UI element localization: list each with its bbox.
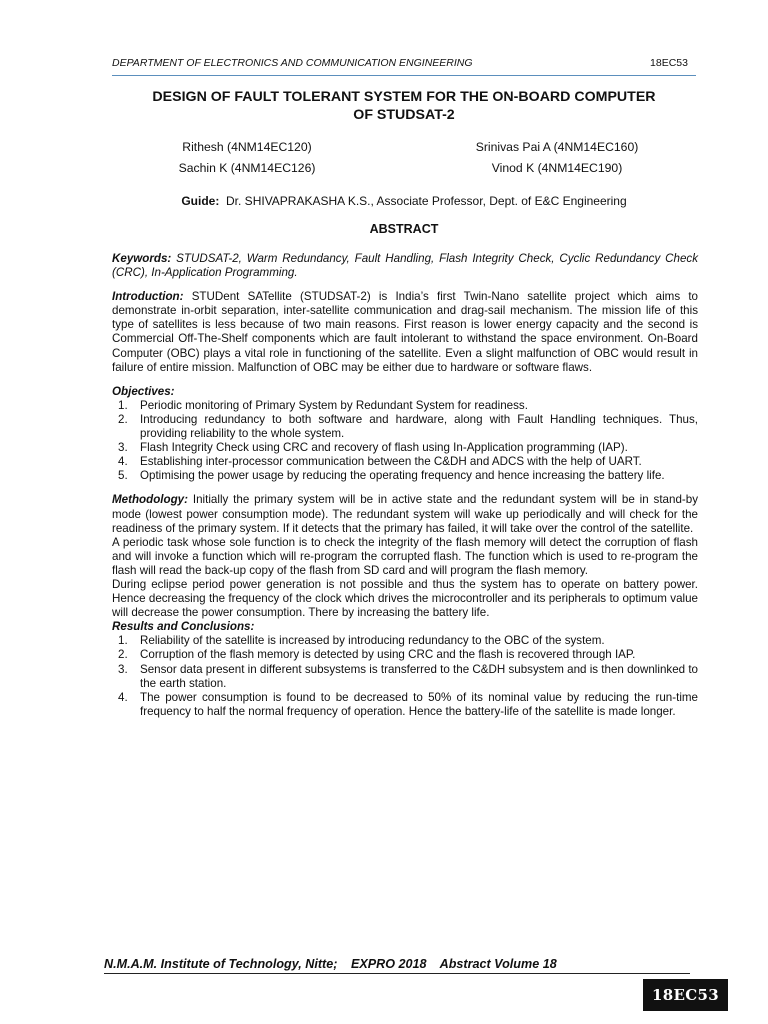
course-code: 18EC53: [650, 57, 688, 69]
item-number: 2.: [118, 412, 128, 426]
introduction-paragraph: [112, 290, 698, 375]
list-item: [112, 413, 698, 441]
item-text: Periodic monitoring of Primary System by Redundant System for readiness.: [140, 398, 528, 412]
paper-title: [112, 88, 696, 124]
list-item: [112, 469, 698, 483]
footer-rule: [104, 973, 690, 974]
introduction-text: STUDent SATellite (STUDSAT-2) is India’s first Twin-Nano satellite project which aims to demonstrate in-orbit separation, inter-satellite communication and drag-sail mechanism. The mission life of this type of satellites is less because of two main reasons. First reason is lower energy capacity and the second is Commercial Off-The-Shelf components which are fault intolerant to withstand the space environment. On-Board Computer (OBC) plays a vital role in functioning of the satellite. Even a slight malfunction of OBC would result in failure of entire mission. Malfunction of OBC may be either due to hardware or software flaws.: [112, 290, 698, 374]
guide-label: Guide:: [181, 194, 220, 208]
item-text: Optimising the power usage by reducing the operating frequency and hence increasing the battery life.: [140, 469, 665, 483]
item-number: 2.: [118, 648, 128, 662]
keywords-paragraph: [112, 252, 698, 280]
item-number: 3.: [118, 662, 128, 676]
methodology-text: Initially the primary system will be in active state and the redundant system will be in stand-by mode (lowest power consumption mode). The redundant system will wake up periodically and will check for the readiness of the primary system. If it detects that the primary has failed, it will take over the control of the satellite.: [112, 493, 698, 535]
page-badge: 18EC53: [643, 979, 728, 1011]
item-text: Introducing redundancy to both software and hardware, along with Fault Handling techniques. Thus, providing reliability to the whole system.: [140, 412, 698, 441]
footer-event: EXPRO 2018: [350, 957, 427, 971]
introduction-label: Introduction:: [112, 290, 184, 304]
objectives-heading: Objectives:: [112, 384, 175, 398]
item-text: Flash Integrity Check using CRC and recovery of flash using In-Application programming (IAP).: [140, 441, 628, 455]
title-line-1: DESIGN OF FAULT TOLERANT SYSTEM FOR THE ON-BOARD COMPUTER: [152, 89, 656, 105]
item-number: 1.: [118, 634, 128, 648]
list-item: [112, 455, 698, 469]
authors-left-column: [157, 137, 337, 179]
guide-text: Dr. SHIVAPRAKASHA K.S., Associate Professor, Dept. of E&C Engineering: [226, 194, 627, 208]
methodology-label: Methodology:: [112, 493, 188, 507]
item-number: 3.: [118, 441, 128, 455]
title-line-2: OF STUDSAT-2: [353, 107, 455, 123]
header-rule: [112, 75, 696, 76]
keywords-label: Keywords:: [112, 252, 172, 265]
results-list: [112, 634, 698, 719]
item-text: Establishing inter-processor communication between the C&DH and ADCS with the help of UART.: [140, 455, 642, 469]
item-text: Reliability of the satellite is increased by introducing redundancy to the OBC of the system.: [140, 634, 605, 648]
objectives-list: [112, 399, 698, 484]
author-name: Sachin K (4NM14EC126): [178, 161, 316, 175]
list-item: [112, 399, 698, 413]
abstract-body: [112, 252, 698, 719]
list-item: [112, 663, 698, 691]
item-number: 5.: [118, 469, 128, 483]
item-number: 4.: [118, 690, 128, 704]
results-heading: Results and Conclusions:: [112, 620, 255, 634]
item-text: Sensor data present in different subsystems is transferred to the C&DH subsystem and is then downlinked to the earth station.: [140, 662, 698, 690]
item-text: Corruption of the flash memory is detected by using CRC and the flash is recovered through IAP.: [140, 648, 636, 662]
authors-right-column: [467, 137, 647, 179]
department-name: DEPARTMENT OF ELECTRONICS AND COMMUNICATION ENGINEERING: [112, 57, 473, 69]
list-item: [112, 691, 698, 719]
list-item: [112, 634, 698, 648]
footer-institute: N.M.A.M. Institute of Technology, Nitte;: [104, 957, 338, 971]
author-name: Vinod K (4NM14EC190): [491, 161, 623, 175]
item-text: The power consumption is found to be decreased to 50% of its nominal value by reducing the run-time frequency to half the normal frequency of operation. Hence the battery-life of the satellite is made longer.: [140, 690, 698, 718]
footer-volume: Abstract Volume 18: [439, 957, 557, 971]
abstract-heading: ABSTRACT: [369, 222, 439, 236]
list-item: [112, 648, 698, 662]
author-name: Srinivas Pai A (4NM14EC160): [475, 140, 639, 154]
item-number: 4.: [118, 455, 128, 469]
methodology-paragraph-2: A periodic task whose sole function is to check the integrity of the flash memory will detect the corruption of flash and will invoke a function which will re-program the corrupted flash. The function which is used to re-program the flash will read the back-up copy of the flash from SD card and will program the flash memory.: [112, 535, 698, 577]
methodology-paragraph-3: During eclipse period power generation is not possible and thus the system has to operate on battery power. Hence decreasing the frequency of the clock which drives the microcontroller and its peripherals to optimum value will decrease the power consumption. There by increasing the battery life.: [112, 577, 698, 620]
author-name: Rithesh (4NM14EC120): [182, 140, 312, 154]
list-item: [112, 441, 698, 455]
item-number: 1.: [118, 398, 128, 412]
methodology-paragraph: [112, 493, 698, 535]
keywords-text: STUDSAT-2, Warm Redundancy, Fault Handling, Flash Integrity Check, Cyclic Redundancy Check (CRC), In-Application Programming.: [112, 252, 698, 280]
page-footer: [104, 957, 690, 971]
guide-line: [112, 194, 696, 208]
